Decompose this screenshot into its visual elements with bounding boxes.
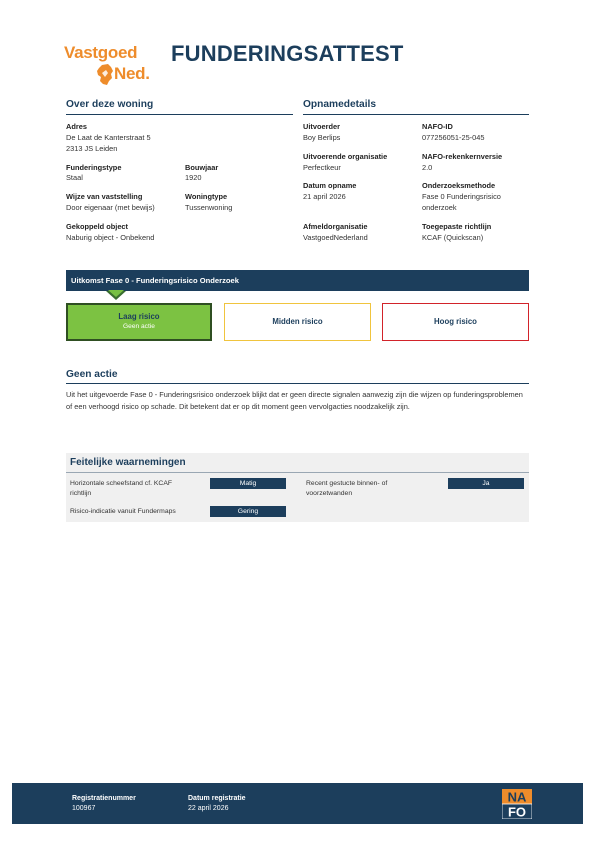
- netherlands-map-icon: [96, 64, 114, 86]
- nafo-id-value: 077256051-25-045: [422, 133, 485, 142]
- adres-label: Adres: [66, 122, 87, 131]
- kernversie-value: 2.0: [422, 163, 433, 172]
- vaststelling-value: Door eigenaar (met bewijs): [66, 203, 155, 212]
- observation-value-badge: Ja: [448, 478, 524, 489]
- logo-text-line2: Ned.: [114, 64, 150, 83]
- nafo-logo-bottom-text: FO: [507, 804, 527, 819]
- datum-registratie-label: Datum registratie: [188, 795, 246, 802]
- gekoppeld-label: Gekoppeld object: [66, 222, 129, 231]
- bouwjaar-value: 1920: [185, 173, 202, 182]
- waarnemingen-divider: [66, 472, 529, 473]
- advies-text: Uit het uitgevoerde Fase 0 - Funderingsrisico onderzoek blijkt dat er geen directe signalen aanwezig zijn die wijzen op funderingsproblemen of een verhoogd risico op schade. Dit betekent dat er op dit moment geen vervolgacties noodzakelijk zijn.: [66, 390, 523, 411]
- waarnemingen-panel: [66, 453, 529, 522]
- logo-text-line1: Vastgoed: [64, 43, 138, 62]
- section-heading-woning: Over deze woning: [66, 99, 154, 110]
- uitkomst-header-bar: Uitkomst Fase 0 - Funderingsrisico Onderzoek: [66, 270, 529, 291]
- observation-value-badge: Gering: [210, 506, 286, 517]
- bouwjaar-label: Bouwjaar: [185, 163, 219, 172]
- section-heading-opname: Opnamedetails: [303, 99, 377, 110]
- vastgoed-nederland-logo: [64, 44, 159, 88]
- risk-midden-label: Midden risico: [272, 317, 323, 326]
- observation-label: [70, 507, 176, 517]
- gekoppeld-value: Naburig object - Onbekend: [66, 233, 155, 242]
- methode-line1: Fase 0 Funderingsrisico: [422, 192, 501, 201]
- kernversie-label: NAFO-rekenkernversie: [422, 152, 503, 161]
- observation-label-line2: richtlijn: [70, 489, 92, 497]
- vaststelling-label: Wijze van vaststelling: [66, 192, 143, 201]
- risk-box-midden: [224, 303, 371, 341]
- datum-opname-label: Datum opname: [303, 181, 357, 190]
- observation-label-line2: voorzetwanden: [306, 489, 353, 497]
- waarnemingen-heading: Feitelijke waarnemingen: [70, 457, 186, 468]
- nafo-logo-top-text: NA: [507, 789, 527, 805]
- risk-hoog-label: Hoog risico: [434, 317, 477, 326]
- advies-heading: Geen actie: [66, 369, 118, 380]
- footer-bar: [12, 783, 583, 824]
- observation-label-line1: Risico-indicatie vanuit Fundermaps: [70, 508, 176, 515]
- methode-label: Onderzoeksmethode: [422, 181, 496, 190]
- woningtype-label: Woningtype: [185, 192, 228, 201]
- observation-value-badge: Matig: [210, 478, 286, 489]
- advies-divider: [66, 383, 529, 384]
- uitvoerder-label: Uitvoerder: [303, 122, 340, 131]
- adres-line1: De Laat de Kanterstraat 5: [66, 133, 151, 142]
- afmeld-value: VastgoedNederland: [303, 233, 368, 242]
- risk-laag-sublabel: Geen actie: [123, 323, 155, 330]
- selected-pointer-icon: [108, 290, 124, 297]
- risk-box-laag: [66, 303, 212, 341]
- observation-label: [70, 479, 172, 498]
- observation-label-line1: Recent gestucte binnen- of: [306, 480, 388, 487]
- document-title: FUNDERINGSATTEST: [171, 41, 404, 66]
- datum-opname-value: 21 april 2026: [303, 192, 346, 201]
- richtlijn-value: KCAF (Quickscan): [422, 233, 484, 242]
- afmeld-label: Afmeldorganisatie: [303, 222, 368, 231]
- uitvoerder-value: Boy Berlips: [303, 133, 341, 142]
- section-divider-woning: [66, 114, 293, 115]
- nafo-id-label: NAFO-ID: [422, 122, 453, 131]
- funderingstype-label: Funderingstype: [66, 163, 122, 172]
- datum-registratie-value: 22 april 2026: [188, 805, 229, 812]
- registratienummer-label: Registratienummer: [72, 795, 136, 802]
- organisatie-label: Uitvoerende organisatie: [303, 152, 388, 161]
- registratienummer-value: 100967: [72, 805, 96, 812]
- methode-line2: onderzoek: [422, 203, 457, 212]
- observation-label-line1: Horizontale scheefstand cf. KCAF: [70, 480, 172, 487]
- observation-label: [306, 479, 387, 498]
- nafo-logo: [502, 789, 532, 819]
- adres-line2: 2313 JS Leiden: [66, 144, 118, 153]
- section-divider-opname: [303, 114, 529, 115]
- risk-laag-label: Laag risico: [118, 312, 160, 321]
- woningtype-value: Tussenwoning: [185, 203, 233, 212]
- funderingstype-value: Staal: [66, 173, 83, 182]
- richtlijn-label: Toegepaste richtlijn: [422, 222, 492, 231]
- risk-box-hoog: [382, 303, 529, 341]
- organisatie-value: Perfectkeur: [303, 163, 341, 172]
